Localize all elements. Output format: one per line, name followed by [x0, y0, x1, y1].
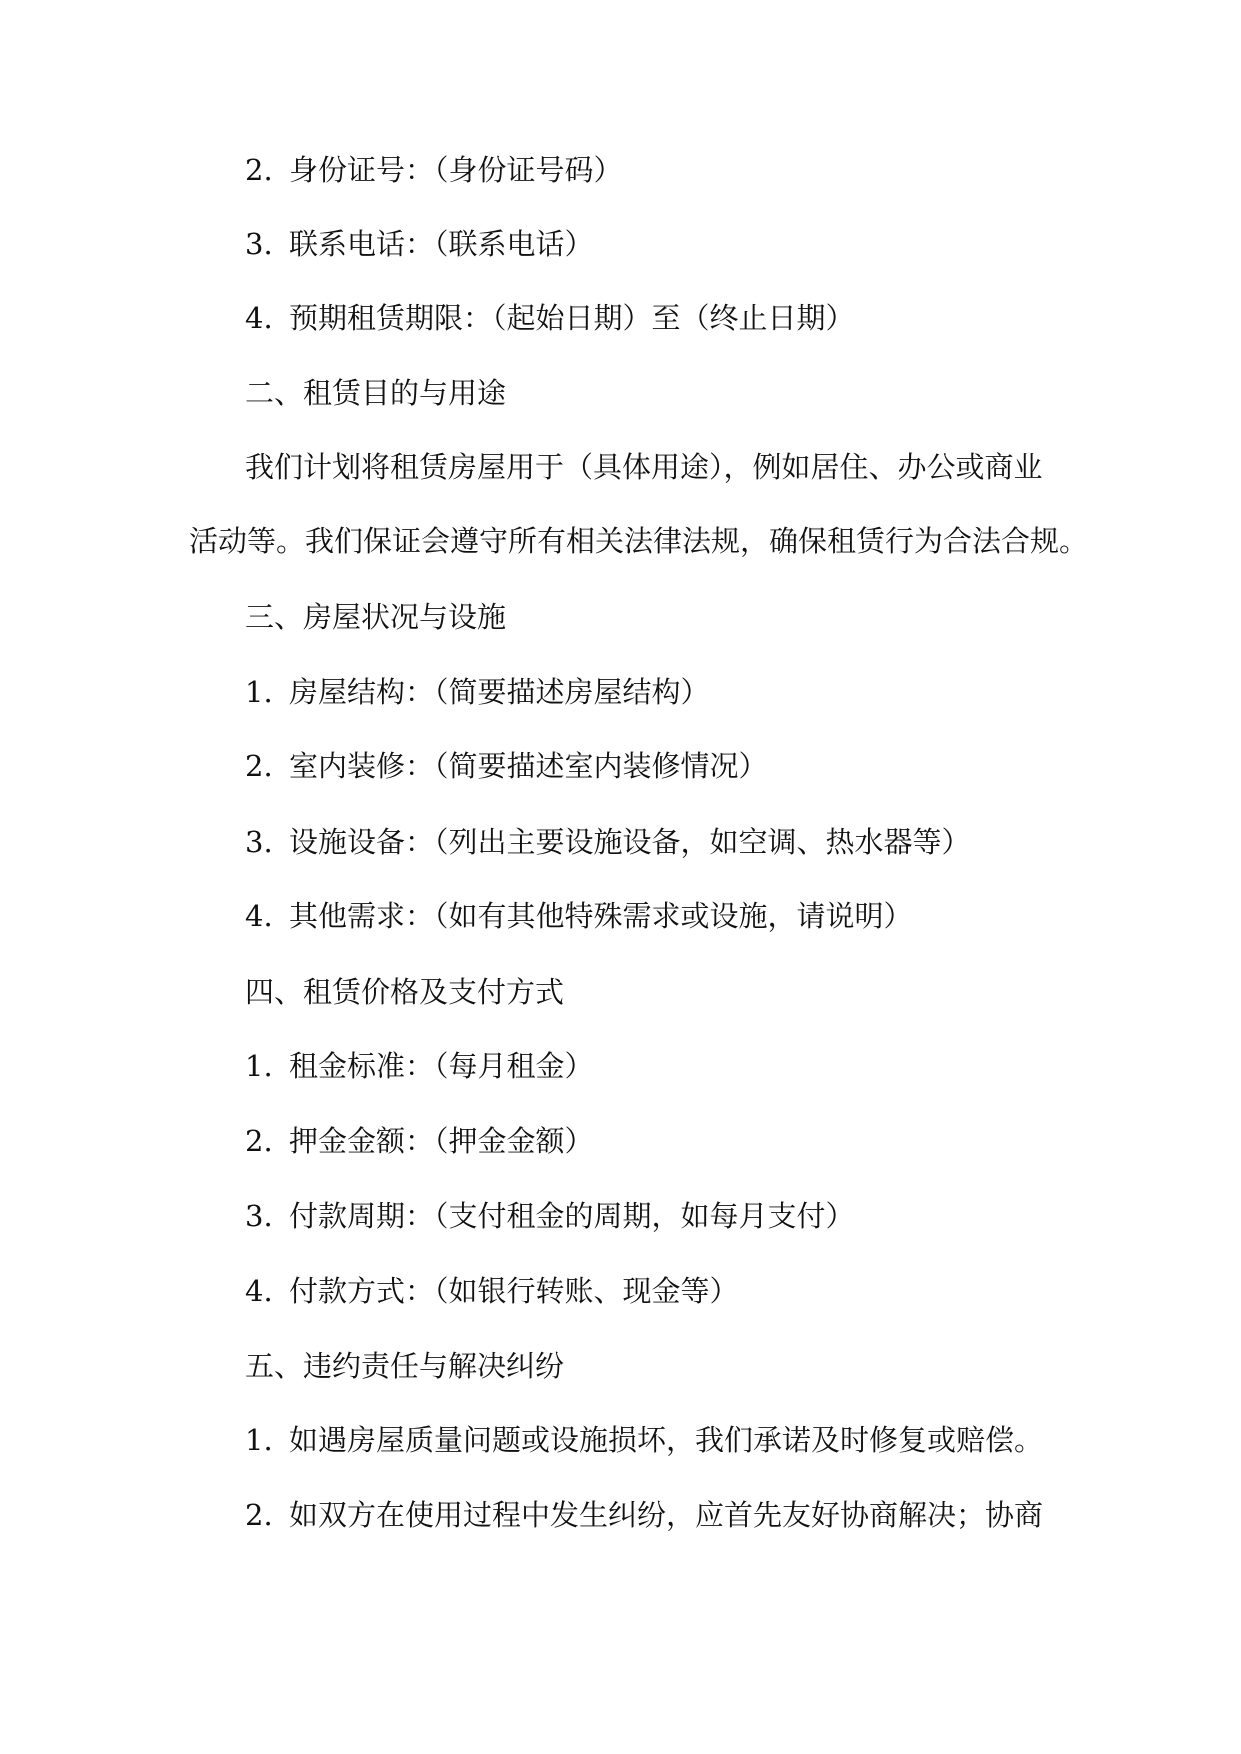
- paragraph-line: 我们计划将租赁房屋用于（具体用途），例如居住、办公或商业: [245, 450, 1043, 484]
- list-item-text: 付款方式：（如银行转账、现金等）: [289, 1274, 739, 1308]
- list-item: [245, 1121, 594, 1161]
- list-item-text: 身份证号：（身份证号码）: [289, 153, 623, 187]
- list-item: [245, 224, 594, 264]
- section-heading: 五、违约责任与解决纠纷: [245, 1349, 565, 1383]
- list-item-text: 付款周期：（支付租金的周期，如每月支付）: [289, 1199, 855, 1233]
- list-item-text: 联系电话：（联系电话）: [289, 227, 594, 261]
- list-item-number: 2.: [245, 1124, 273, 1158]
- list-item-number: 2.: [245, 1498, 273, 1532]
- list-item: [245, 298, 855, 338]
- list-item-number: 3.: [245, 227, 273, 261]
- paragraph-line: 活动等。我们保证会遵守所有相关法律法规，确保租赁行为合法合规。: [189, 524, 1089, 558]
- list-item-number: 4.: [245, 899, 273, 933]
- section-heading: 四、租赁价格及支付方式: [245, 975, 565, 1009]
- list-item-text: 其他需求：（如有其他特殊需求或设施，请说明）: [289, 899, 913, 933]
- list-item-text: 如遇房屋质量问题或设施损坏，我们承诺及时修复或赔偿。: [289, 1423, 1044, 1457]
- list-item-number: 3.: [245, 825, 273, 859]
- list-item: [245, 1196, 855, 1236]
- list-item-number: 1.: [245, 1049, 273, 1083]
- list-item-text: 租金标准：（每月租金）: [289, 1049, 594, 1083]
- list-item-number: 1.: [245, 675, 273, 709]
- list-item: [245, 1495, 1043, 1535]
- list-item: [245, 1271, 739, 1311]
- list-item: [245, 1420, 1043, 1460]
- section-heading: 三、房屋状况与设施: [245, 600, 507, 634]
- section-heading: 二、租赁目的与用途: [245, 376, 507, 410]
- list-item: [245, 822, 971, 862]
- list-item-text: 押金金额：（押金金额）: [289, 1124, 594, 1158]
- list-item: [245, 1046, 594, 1086]
- list-item-number: 4.: [245, 301, 273, 335]
- list-item-text: 如双方在使用过程中发生纠纷，应首先友好协商解决；协商: [289, 1498, 1044, 1532]
- list-item-number: 2.: [245, 749, 273, 783]
- list-item-number: 2.: [245, 153, 273, 187]
- list-item-number: 3.: [245, 1199, 273, 1233]
- list-item: [245, 150, 623, 190]
- list-item: [245, 746, 768, 786]
- list-item-text: 室内装修：（简要描述室内装修情况）: [289, 749, 768, 783]
- list-item-number: 4.: [245, 1274, 273, 1308]
- list-item-text: 预期租赁期限：（起始日期）至（终止日期）: [289, 301, 855, 335]
- list-item: [245, 896, 913, 936]
- list-item-number: 1.: [245, 1423, 273, 1457]
- list-item-text: 设施设备：（列出主要设施设备，如空调、热水器等）: [289, 825, 971, 859]
- list-item-text: 房屋结构：（简要描述房屋结构）: [289, 675, 710, 709]
- list-item: [245, 672, 710, 712]
